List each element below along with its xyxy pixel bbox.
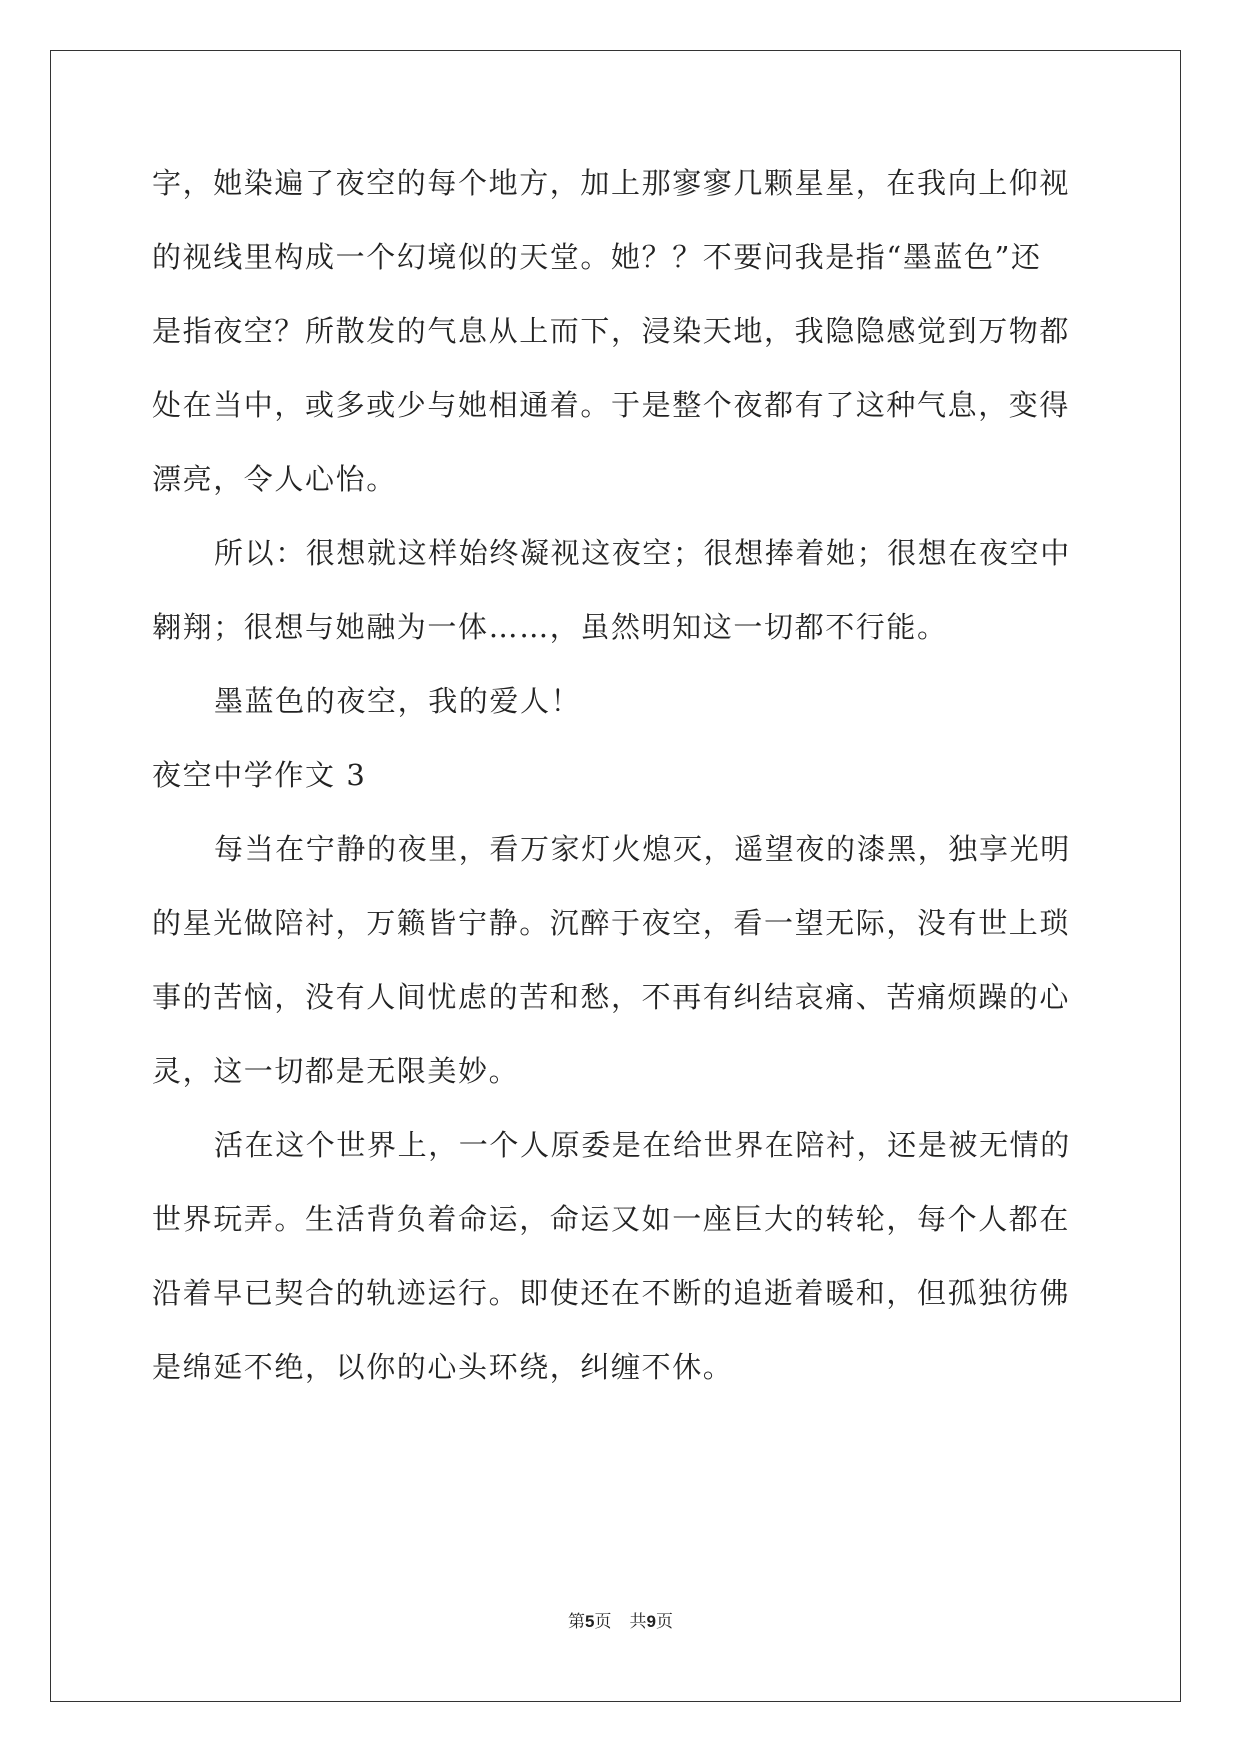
paragraph-line: 每当在宁静的夜里，看万家灯火熄灭，遥望夜的漆黑，独享光明 (214, 832, 1071, 866)
paragraph-line: 漂亮，令人心怡。 (152, 462, 397, 496)
page-border (50, 50, 1181, 1702)
paragraph-line: 是绵延不绝，以你的心头环绕，纠缠不休。 (152, 1350, 734, 1384)
paragraph-line: 是指夜空？所散发的气息从上而下，浸染天地，我隐隐感觉到万物都 (152, 314, 1071, 348)
total-pages-suffix: 页 (655, 1612, 673, 1632)
paragraph-line: 处在当中，或多或少与她相通着。于是整个夜都有了这种气息，变得 (152, 388, 1071, 422)
total-pages-prefix: 共 (629, 1612, 647, 1632)
paragraph-line: 事的苦恼，没有人间忧虑的苦和愁，不再有纠结哀痛、苦痛烦躁的心 (152, 980, 1071, 1014)
paragraph-line: 沿着早已契合的轨迹运行。即使还在不断的追逝着暖和，但孤独彷佛 (152, 1276, 1071, 1310)
paragraph-line: 世界玩弄。生活背负着命运，命运又如一座巨大的转轮，每个人都在 (152, 1202, 1071, 1236)
paragraph-line: 的视线里构成一个幻境似的天堂。她？？不要问我是指“墨蓝色”还 (152, 240, 1042, 274)
page-number-prefix: 第 (568, 1612, 586, 1632)
section-heading: 夜空中学作文 3 (152, 758, 367, 792)
paragraph-line: 活在这个世界上，一个人原委是在给世界在陪衬，还是被无情的 (214, 1128, 1071, 1162)
paragraph-line: 的星光做陪衬，万籁皆宁静。沉醉于夜空，看一望无际，没有世上琐 (152, 906, 1071, 940)
paragraph-line: 字，她染遍了夜空的每个地方，加上那寥寥几颗星星，在我向上仰视 (152, 166, 1071, 200)
paragraph-line: 翱翔；很想与她融为一体……，虽然明知这一切都不行能。 (152, 610, 948, 644)
paragraph-line: 墨蓝色的夜空，我的爱人！ (214, 684, 582, 718)
page-footer (0, 1611, 1241, 1633)
paragraph-line: 灵，这一切都是无限美妙。 (152, 1054, 520, 1088)
paragraph-line: 所以：很想就这样始终凝视这夜空；很想捧着她；很想在夜空中 (214, 536, 1071, 570)
page-number-suffix: 页 (594, 1612, 612, 1632)
total-pages-number: 9 (646, 1612, 656, 1631)
current-page-number: 5 (585, 1612, 595, 1631)
